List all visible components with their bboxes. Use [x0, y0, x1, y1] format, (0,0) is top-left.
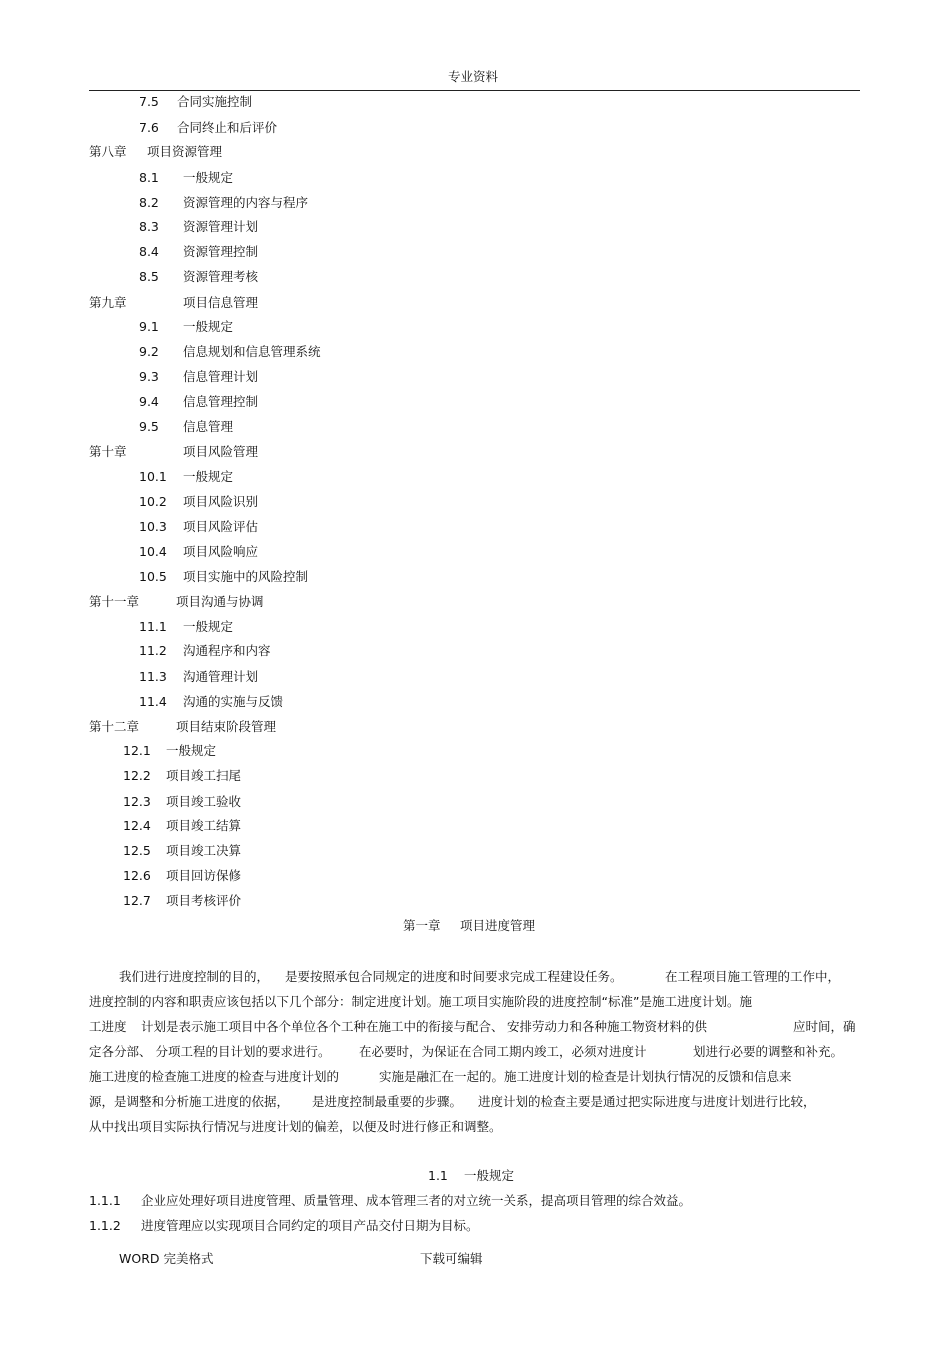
paragraph-text: 在工程项目施工管理的工作中， — [665, 969, 841, 984]
toc-entry-title: 信息管理控制 — [183, 394, 259, 409]
paragraph-text: 施工进度的检查施工进度的检查与进度计划的 — [89, 1069, 340, 1084]
toc-entry-title: 信息管理 — [183, 419, 234, 434]
paragraph-text: 源，是调整和分析施工进度的依据， — [89, 1094, 290, 1109]
toc-entry-title: 资源管理考核 — [183, 269, 259, 284]
toc-entry-title: 项目结束阶段管理 — [176, 719, 277, 734]
toc-entry-title: 项目竣工决算 — [166, 843, 242, 858]
footer-right: 下载可编辑 — [420, 1251, 483, 1266]
toc-entry-title: 项目竣工验收 — [166, 794, 242, 809]
toc-entry-title: 项目竣工扫尾 — [166, 768, 242, 783]
toc-entry-title: 资源管理计划 — [183, 219, 259, 234]
toc-entry-title: 一般规定 — [183, 469, 234, 484]
toc-entry-number: 11.2 — [139, 643, 167, 658]
section-number: 1.1 — [428, 1168, 448, 1183]
clause-number: 1.1.2 — [89, 1218, 121, 1233]
toc-entry-title: 合同实施控制 — [177, 94, 253, 109]
toc-entry-title: 沟通的实施与反馈 — [183, 694, 284, 709]
toc-entry-title: 信息管理计划 — [183, 369, 259, 384]
paragraph-text: 在必要时，为保证在合同工期内竣工，必须对进度计 — [359, 1044, 647, 1059]
toc-entry-number: 9.4 — [139, 394, 159, 409]
footer-left: WORD 完美格式 — [119, 1251, 214, 1266]
toc-entry-number: 8.2 — [139, 195, 159, 210]
header-rule — [89, 90, 860, 91]
clause-text: 进度管理应以实现项目合同约定的项目产品交付日期为目标。 — [141, 1218, 479, 1233]
toc-entry-title: 一般规定 — [166, 743, 217, 758]
toc-entry-number: 第九章 — [89, 295, 127, 310]
paragraph-line — [89, 1042, 864, 1062]
toc-entry-number: 10.3 — [139, 519, 167, 534]
toc-entry-title: 项目风险识别 — [183, 494, 259, 509]
paragraph-text: 是进度控制最重要的步骤。 — [312, 1094, 463, 1109]
toc-entry-title: 合同终止和后评价 — [177, 120, 278, 135]
paragraph-text: 我们进行进度控制的目的， — [119, 969, 270, 984]
toc-entry-number: 8.3 — [139, 219, 159, 234]
toc-entry-title: 项目信息管理 — [183, 295, 259, 310]
toc-entry-number: 7.5 — [139, 94, 159, 109]
toc-entry-number: 8.1 — [139, 170, 159, 185]
paragraph-text: 从中找出项目实际执行情况与进度计划的偏差，以便及时进行修正和调整。 — [89, 1119, 502, 1134]
toc-entry-number: 11.3 — [139, 669, 167, 684]
paragraph-text: 安排劳动力和各种施工物资材料的供 — [507, 1019, 708, 1034]
toc-entry-title: 一般规定 — [183, 170, 234, 185]
toc-entry-title: 项目风险评估 — [183, 519, 259, 534]
toc-entry-number: 12.3 — [123, 794, 151, 809]
paragraph-text: 应时间，确 — [793, 1019, 856, 1034]
toc-entry-title: 沟通程序和内容 — [183, 643, 271, 658]
paragraph-text: 进度计划的检查主要是通过把实际进度与进度计划进行比较， — [478, 1094, 816, 1109]
paragraph-text: 实施是融汇在一起的。施工进度计划的检查是计划执行情况的反馈和信息来 — [379, 1069, 792, 1084]
chapter-title: 项目进度管理 — [460, 918, 536, 933]
toc-entry-number: 12.5 — [123, 843, 151, 858]
toc-entry-title: 项目回访保修 — [166, 868, 242, 883]
toc-entry-title: 项目资源管理 — [147, 144, 223, 159]
toc-entry-number: 10.5 — [139, 569, 167, 584]
toc-entry-number: 第十一章 — [89, 594, 140, 609]
paragraph-line — [89, 967, 864, 987]
toc-entry-number: 10.1 — [139, 469, 167, 484]
toc-entry-number: 8.5 — [139, 269, 159, 284]
toc-entry-number: 12.4 — [123, 818, 151, 833]
toc-entry-number: 10.2 — [139, 494, 167, 509]
toc-entry-title: 项目考核评价 — [166, 893, 242, 908]
toc-entry-number: 第十二章 — [89, 719, 140, 734]
toc-entry-title: 项目竣工结算 — [166, 818, 242, 833]
paragraph-text: 划进行必要的调整和补充。 — [693, 1044, 844, 1059]
toc-entry-number: 10.4 — [139, 544, 167, 559]
toc-entry-title: 一般规定 — [183, 619, 234, 634]
clause-text: 企业应处理好项目进度管理、质量管理、成本管理三者的对立统一关系，提高项目管理的综合效益。 — [141, 1193, 692, 1208]
toc-entry-number: 11.4 — [139, 694, 167, 709]
toc-entry-number: 12.2 — [123, 768, 151, 783]
paragraph-line — [89, 1067, 864, 1087]
toc-entry-number: 8.4 — [139, 244, 159, 259]
paragraph-line — [89, 1017, 864, 1037]
paragraph-text: 定各分部、 分项工程的目计划的要求进行。 — [89, 1044, 331, 1059]
toc-entry-number: 9.2 — [139, 344, 159, 359]
toc-entry-title: 项目沟通与协调 — [176, 594, 264, 609]
toc-entry-title: 项目风险响应 — [183, 544, 259, 559]
paragraph-line — [89, 1092, 864, 1112]
toc-entry-title: 项目风险管理 — [183, 444, 259, 459]
toc-entry-number: 9.5 — [139, 419, 159, 434]
toc-entry-number: 12.6 — [123, 868, 151, 883]
toc-entry-number: 第八章 — [89, 144, 127, 159]
paragraph-line — [89, 992, 864, 1012]
toc-entry-number: 7.6 — [139, 120, 159, 135]
chapter-number: 第一章 — [403, 918, 441, 933]
paragraph-text: 进度控制的内容和职责应该包括以下几个部分：制定进度计划。施工项目实施阶段的进度控制“标准”是施工进度计划。施 — [89, 994, 752, 1009]
page-header-title: 专业资料 — [448, 69, 499, 84]
toc-entry-title: 一般规定 — [183, 319, 234, 334]
paragraph-line — [89, 1117, 864, 1137]
toc-entry-number: 11.1 — [139, 619, 167, 634]
paragraph-text: 工进度 — [89, 1019, 127, 1034]
paragraph-text: 是要按照承包合同规定的进度和时间要求完成工程建设任务。 — [285, 969, 623, 984]
toc-entry-number: 12.7 — [123, 893, 151, 908]
toc-entry-number: 第十章 — [89, 444, 127, 459]
toc-entry-title: 沟通管理计划 — [183, 669, 259, 684]
paragraph-text: 计划是表示施工项目中各个单位各个工种在施工中的衔接与配合、 — [141, 1019, 504, 1034]
toc-entry-title: 信息规划和信息管理系统 — [183, 344, 321, 359]
section-title: 一般规定 — [464, 1168, 515, 1183]
clause-number: 1.1.1 — [89, 1193, 121, 1208]
toc-entry-title: 资源管理的内容与程序 — [183, 195, 309, 210]
toc-entry-title: 项目实施中的风险控制 — [183, 569, 309, 584]
toc-entry-number: 12.1 — [123, 743, 151, 758]
toc-entry-title: 资源管理控制 — [183, 244, 259, 259]
toc-entry-number: 9.1 — [139, 319, 159, 334]
toc-entry-number: 9.3 — [139, 369, 159, 384]
